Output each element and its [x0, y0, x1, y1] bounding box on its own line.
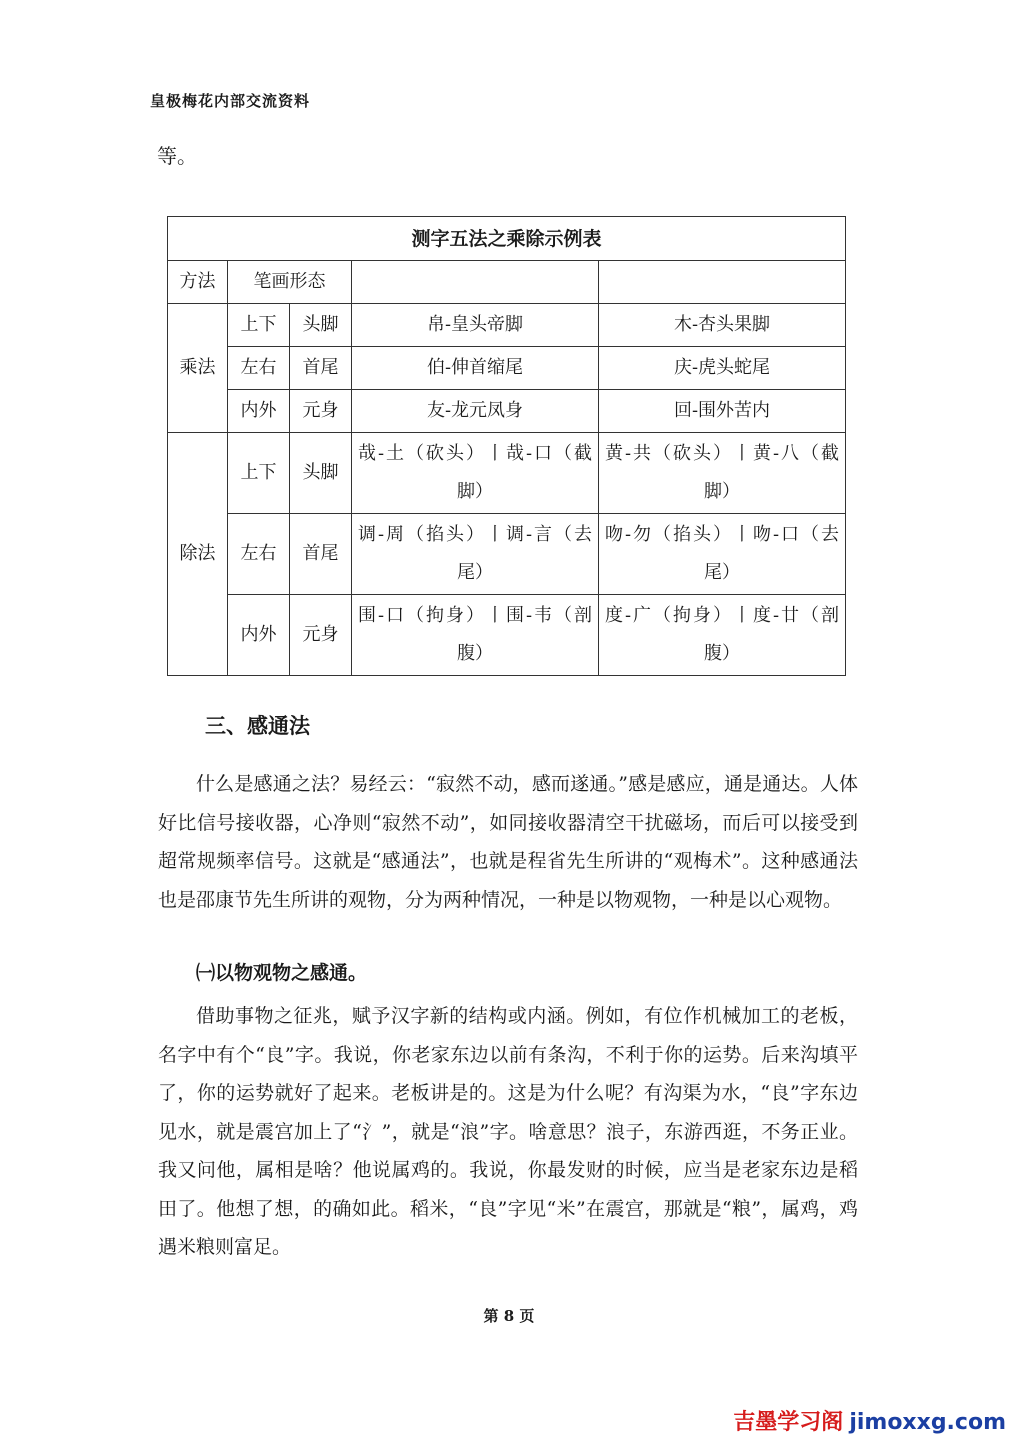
header-example-1	[352, 261, 599, 304]
watermark-logo	[733, 1405, 1006, 1436]
position-cell: 内外	[228, 390, 290, 433]
part-cell: 头脚	[290, 304, 352, 347]
table-row	[168, 433, 846, 514]
position-cell: 左右	[228, 347, 290, 390]
example-cell: 友-龙元凤身	[352, 390, 599, 433]
part-cell: 首尾	[290, 347, 352, 390]
table-title: 测字五法之乘除示例表	[168, 217, 846, 261]
table-row	[168, 514, 846, 595]
header-stroke-form: 笔画形态	[228, 261, 352, 304]
method-cell-divide: 除法	[168, 433, 228, 676]
example-cell: 调-周（掐头）丨调-言（去尾）	[352, 514, 599, 595]
part-cell: 头脚	[290, 433, 352, 514]
example-cell: 回-围外苦内	[599, 390, 846, 433]
lead-text: 等。	[157, 144, 197, 168]
table-title-row	[168, 217, 846, 261]
watermark-cn: 吉墨学习阁	[733, 1410, 844, 1435]
table-header-row	[168, 261, 846, 304]
position-cell: 左右	[228, 514, 290, 595]
example-cell: 哉-土（砍头）丨哉-口（截脚）	[352, 433, 599, 514]
paragraph: 什么是感通之法？易经云：“寂然不动，感而遂通。”感是感应，通是通达。人体好比信号接收器，心净则“寂然不动”，如同接收器清空干扰磁场，而后可以接受到超常规频率信号。这就是“感通法”，也就是程省先生所讲的“观梅术”。这种感通法也是邵康节先生所讲的观物，分为两种情况，一种是以物观物，一种是以心观物。	[158, 773, 858, 911]
header-method: 方法	[168, 261, 228, 304]
part-cell: 首尾	[290, 514, 352, 595]
example-cell: 木-杏头果脚	[599, 304, 846, 347]
method-cell-multiply: 乘法	[168, 304, 228, 433]
example-cell: 吻-勿（掐头）丨吻-口（去尾）	[599, 514, 846, 595]
subheading: ㈠以物观物之感通。	[196, 962, 368, 984]
example-cell: 庆-虎头蛇尾	[599, 347, 846, 390]
watermark-url: jimoxxg.com	[849, 1410, 1006, 1435]
example-cell: 帛-皇头帝脚	[352, 304, 599, 347]
part-cell: 元身	[290, 390, 352, 433]
example-table	[167, 216, 846, 676]
example-cell: 伯-伸首缩尾	[352, 347, 599, 390]
table-row	[168, 304, 846, 347]
section-title: 三、感通法	[205, 714, 310, 738]
part-cell: 元身	[290, 595, 352, 676]
table-row	[168, 390, 846, 433]
paragraph: 借助事物之征兆，赋予汉字新的结构或内涵。例如，有位作机械加工的老板，名字中有个“良”字。我说，你老家东边以前有条沟，不利于你的运势。后来沟填平了，你的运势就好了起来。老板讲是的。这是为什么呢？有沟渠为水，“良”字东边见水，就是震宫加上了“氵”，就是“浪”字。啥意思？浪子，东游西逛，不务正业。我又问他，属相是啥？他说属鸡的。我说，你最发财的时候，应当是老家东边是稻田了。他想了想，的确如此。稻米，“良”字见“米”在震宫，那就是“粮”，属鸡，鸡遇米粮则富足。	[158, 1005, 858, 1258]
header-note: 皇极梅花内部交流资料	[150, 92, 311, 110]
example-cell: 围-口（拘身）丨围-韦（剖腹）	[352, 595, 599, 676]
position-cell: 内外	[228, 595, 290, 676]
position-cell: 上下	[228, 433, 290, 514]
page-number: 第 8 页	[483, 1307, 535, 1325]
example-cell: 度-广（拘身）丨度-廿（剖腹）	[599, 595, 846, 676]
header-example-2	[599, 261, 846, 304]
position-cell: 上下	[228, 304, 290, 347]
table-row	[168, 347, 846, 390]
table-row	[168, 595, 846, 676]
example-cell: 黄-共（砍头）丨黄-八（截脚）	[599, 433, 846, 514]
